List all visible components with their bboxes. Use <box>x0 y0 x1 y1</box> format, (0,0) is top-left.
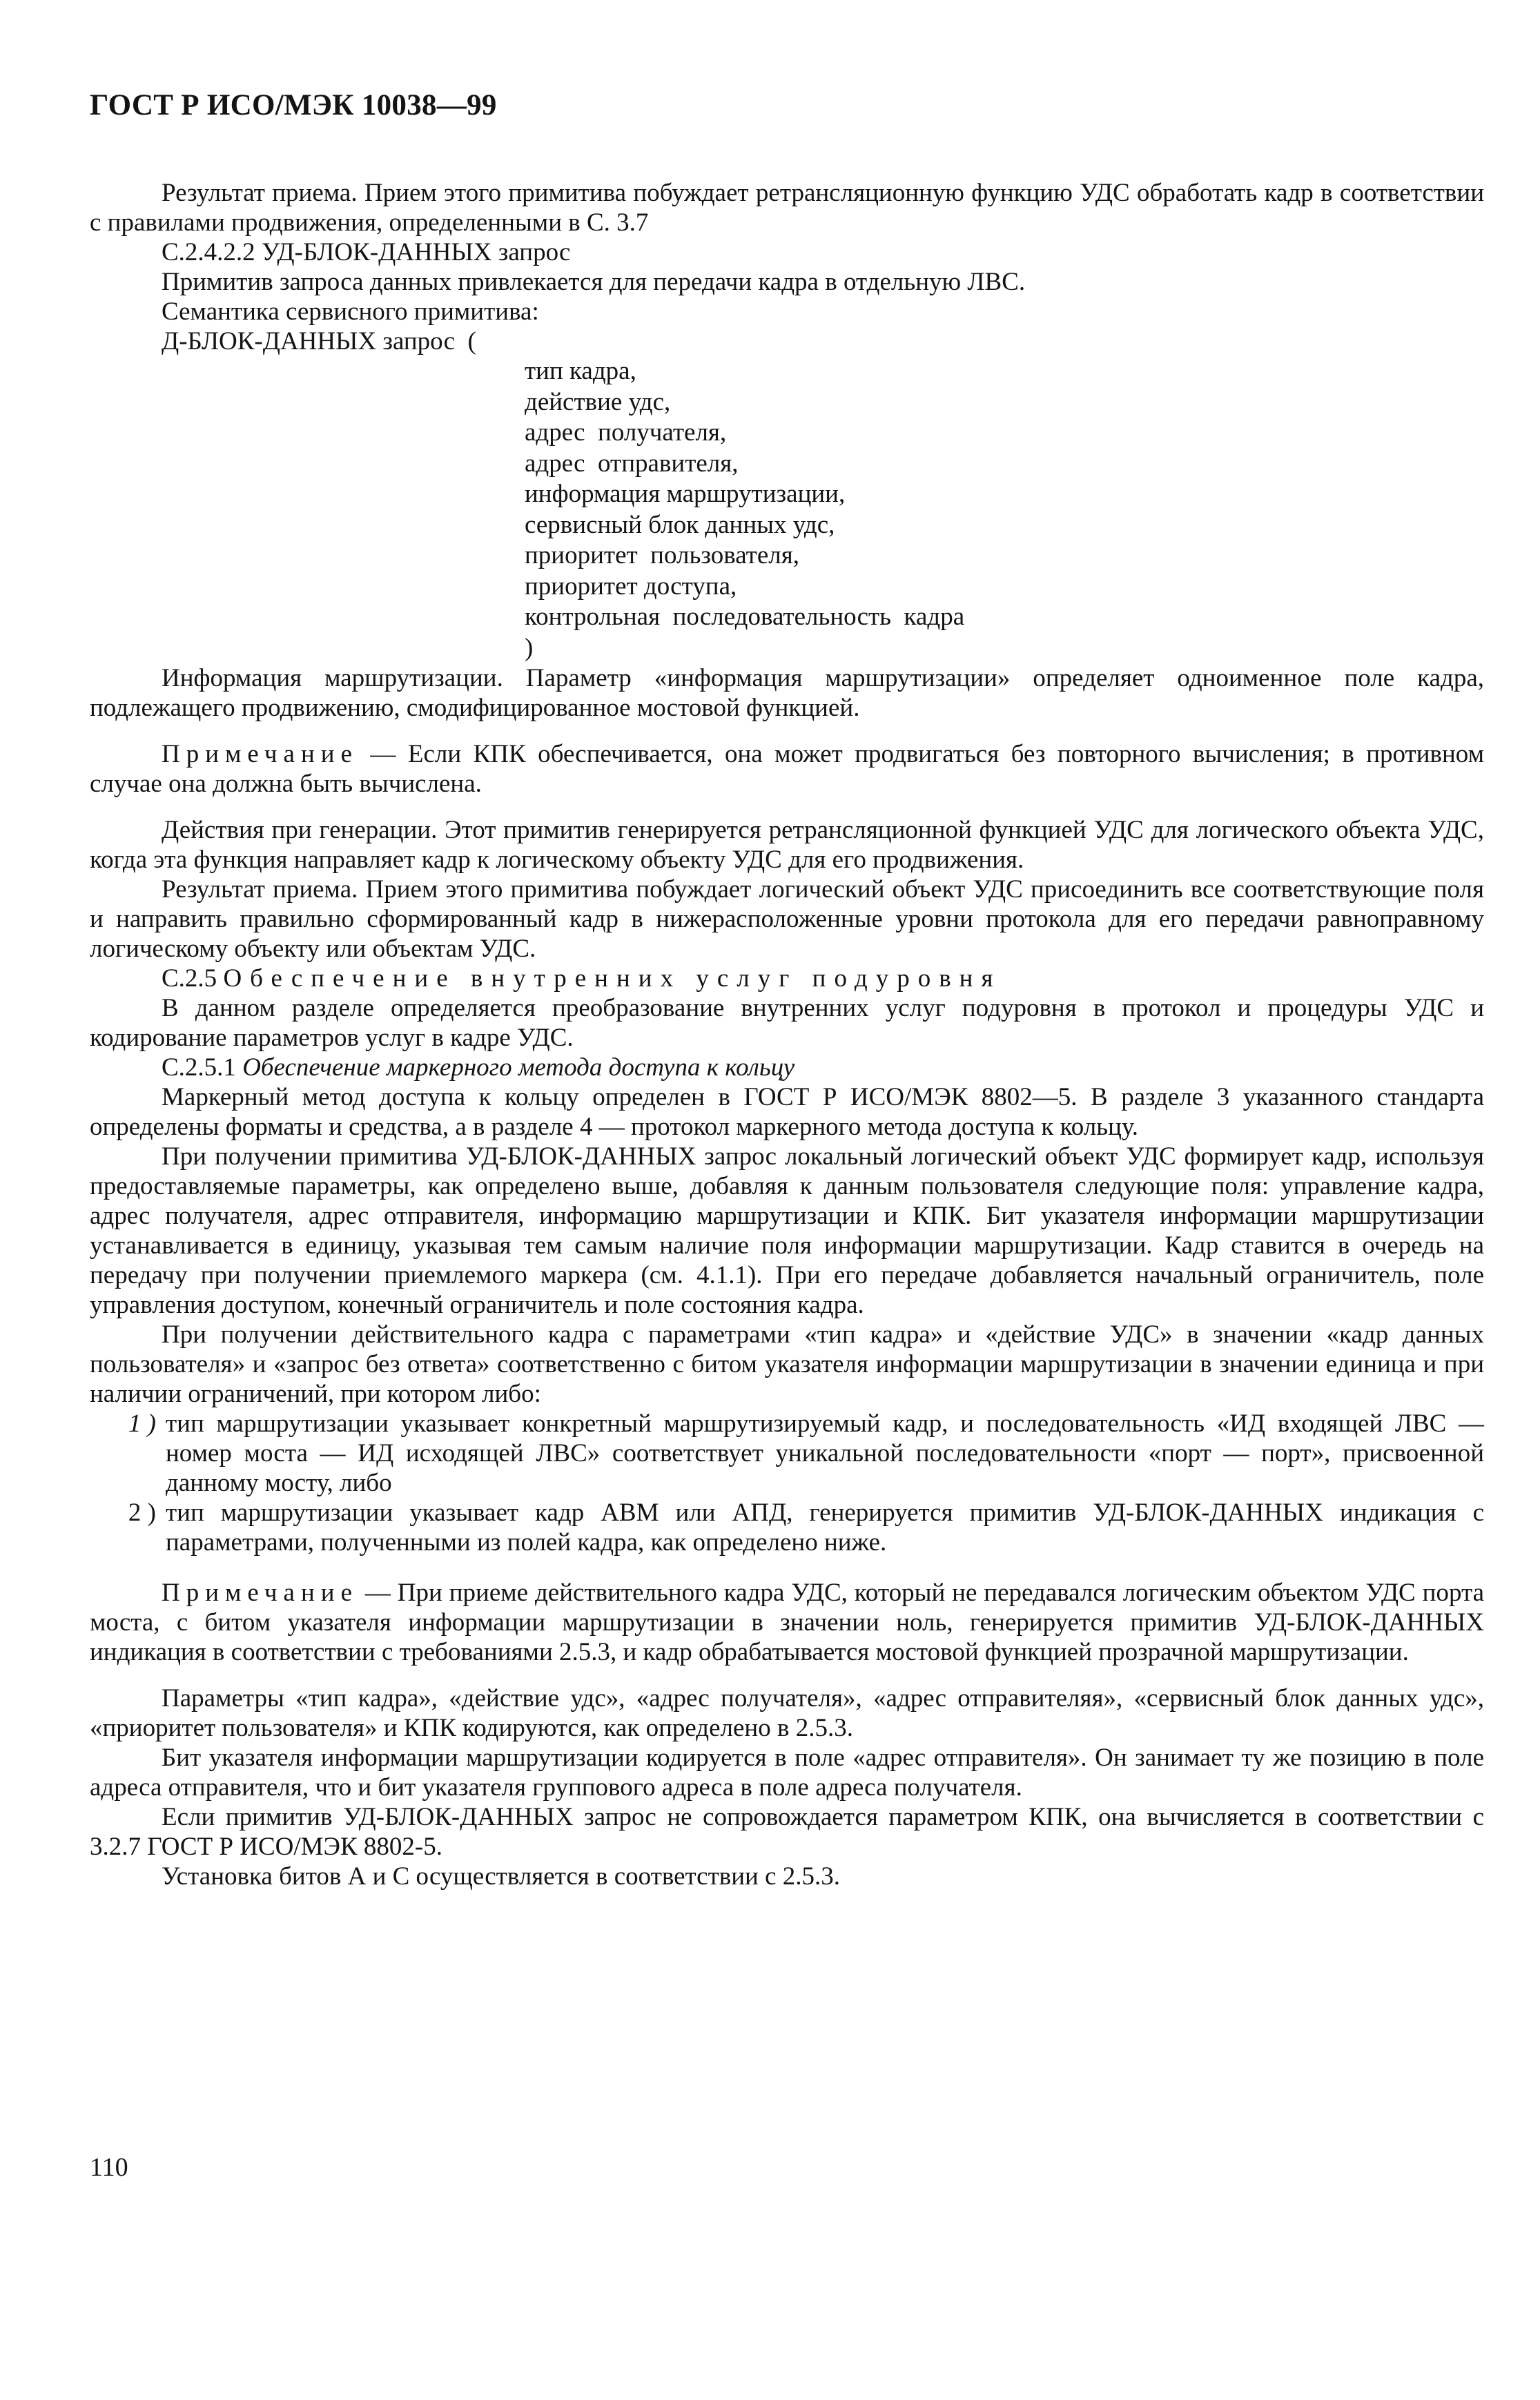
note-label: Примечание <box>162 1579 358 1607</box>
note-text: — Если КПК обеспечивается, она может продвигаться без повторного вычисления; в противном случае она должна быть вычислена. <box>90 740 1484 798</box>
paragraph: Действия при генерации. Этот примитив генерируется ретрансляционной функцией УДС для логического объекта УДС, когда эта функция направляет кадр к логическому объекту УДС для его продвижения. <box>90 816 1484 874</box>
paragraph: Маркерный метод доступа к кольцу определен в ГОСТ Р ИСО/МЭК 8802—5. В разделе 3 указанного стандарта определены форматы и средства, а в разделе 4 — протокол маркерного метода доступа к кольцу. <box>90 1083 1484 1141</box>
paragraph: Информация маршрутизации. Параметр «информация маршрутизации» определяет одноименное поле кадра, подлежащего продвижению, смодифицированное мостовой функцией. <box>90 664 1484 722</box>
paragraph: Результат приема. Прием этого примитива побуждает логический объект УДС присоединить все соответствующие поля и направить правильно сформированный кадр в нижерасположенные уровни протокола для его передачи равноправному логическому объекту или объектам УДС. <box>90 875 1484 963</box>
note <box>90 1578 1484 1667</box>
parameter-item: тип кадра, <box>525 357 636 385</box>
parameter-item: приоритет пользователя, <box>525 541 799 569</box>
parameter-item: информация маршрутизации, <box>525 480 846 508</box>
subsection-title: Обеспечение маркерного метода доступа к кольцу <box>242 1053 795 1082</box>
parameter-close: ) <box>525 633 534 662</box>
page-number: 110 <box>90 2153 128 2182</box>
list-text: тип маршрутизации указывает кадр АВМ или АПД, генерируется примитив УД-БЛОК-ДАННЫХ индикация с параметрами, полученными из полей кадра, как определено ниже. <box>166 1499 1484 1557</box>
parameter-item: адрес отправителя, <box>525 449 739 478</box>
document-body <box>90 178 1484 1891</box>
list-text: тип маршрутизации указывает конкретный маршрутизируемый кадр, и последовательность «ИД входящей ЛВС — номер моста — ИД исходящей ЛВС» соответствует уникальной последовательности «порт — порт», присвоенной данному мосту, либо <box>166 1409 1484 1497</box>
section-heading <box>90 964 1484 993</box>
paragraph: При получении действительного кадра с параметрами «тип кадра» и «действие УДС» в значении «кадр данных пользователя» и «запрос без ответа» соответственно с битом указателя информации маршрутизации в значении единица и при наличии ограничений, при котором либо: <box>90 1320 1484 1408</box>
paragraph: В данном разделе определяется преобразование внутренних услуг подуровня в протокол и процедуры УДС и кодирование параметров услуг в кадре УДС. <box>90 994 1484 1052</box>
document-header: ГОСТ Р ИСО/МЭК 10038—99 <box>90 89 497 121</box>
section-number: С.2.5 <box>162 964 224 993</box>
note <box>90 739 1484 799</box>
parameter-item: приоритет доступа, <box>525 572 737 601</box>
list-number: 1 ) <box>128 1409 156 1438</box>
paragraph: Параметры «тип кадра», «действие удс», «адрес получателя», «адрес отправителяя», «сервисный блок данных удс», «приоритет пользователя» и КПК кодируются, как определено в 2.5.3. <box>90 1684 1484 1742</box>
list-item <box>90 1409 1484 1498</box>
section-title: Обеспечение внутренних услуг подуровня <box>223 964 1002 993</box>
subsection-heading <box>90 1053 1484 1082</box>
list-number: 2 ) <box>128 1499 156 1527</box>
primitive-name: Д-БЛОК-ДАННЫХ запрос ( <box>162 327 476 355</box>
parameter-item: адрес получателя, <box>525 418 727 447</box>
primitive-parameters <box>90 356 1484 663</box>
section-heading: С.2.4.2.2 УД-БЛОК-ДАННЫХ запрос <box>162 238 571 266</box>
paragraph: Установка битов А и С осуществляется в соответствии с 2.5.3. <box>162 1862 840 1891</box>
parameter-item: действие удс, <box>525 387 671 416</box>
parameter-item: сервисный блок данных удс, <box>525 510 835 539</box>
note-text: — При приеме действительного кадра УДС, который не передавался логическим объектом УДС порта моста, с битом указателя информации маршрутизации в значении ноль, генерируется примитив УД-БЛОК-ДАННЫХ индикация в соответствии с требованиями 2.5.3, и кадр обрабатывается мостовой функцией прозрачной маршрутизации. <box>90 1579 1484 1666</box>
paragraph: Результат приема. Прием этого примитива побуждает ретрансляционную функцию УДС обработать кадр в соответствии с правилами продвижения, определенными в С. 3.7 <box>90 179 1484 237</box>
note-label: Примечание <box>162 740 358 768</box>
paragraph: Семантика сервисного примитива: <box>162 297 539 326</box>
parameter-item: контрольная последовательность кадра <box>525 603 965 631</box>
list-item <box>90 1498 1484 1557</box>
paragraph: Если примитив УД-БЛОК-ДАННЫХ запрос не сопровождается параметром КПК, она вычисляется в соответствии с 3.2.7 ГОСТ Р ИСО/МЭК 8802-5. <box>90 1803 1484 1861</box>
paragraph: При получении примитива УД-БЛОК-ДАННЫХ запрос локальный логический объект УДС формирует кадр, используя предоставляемые параметры, как определено выше, добавляя к данным пользователя следующие поля: управление кадра, адрес получателя, адрес отправителя, информацию маршрутизации и КПК. Бит указателя информации маршрутизации устанавливается в единицу, указывая тем самым наличие поля информации маршрутизации. Кадр ставится в очередь на передачу при получении приемлемого маркера (см. 4.1.1). При его передаче добавляется начальный ограничитель, поле управления доступом, конечный ограничитель и поле состояния кадра. <box>90 1142 1484 1319</box>
paragraph: Примитив запроса данных привлекается для передачи кадра в отдельную ЛВС. <box>162 268 1026 296</box>
paragraph: Бит указателя информации маршрутизации кодируется в поле «адрес отправителя». Он занимает ту же позицию в поле адреса отправителя, что и бит указателя группового адреса в поле адреса получателя. <box>90 1744 1484 1802</box>
subsection-number: С.2.5.1 <box>162 1053 243 1082</box>
